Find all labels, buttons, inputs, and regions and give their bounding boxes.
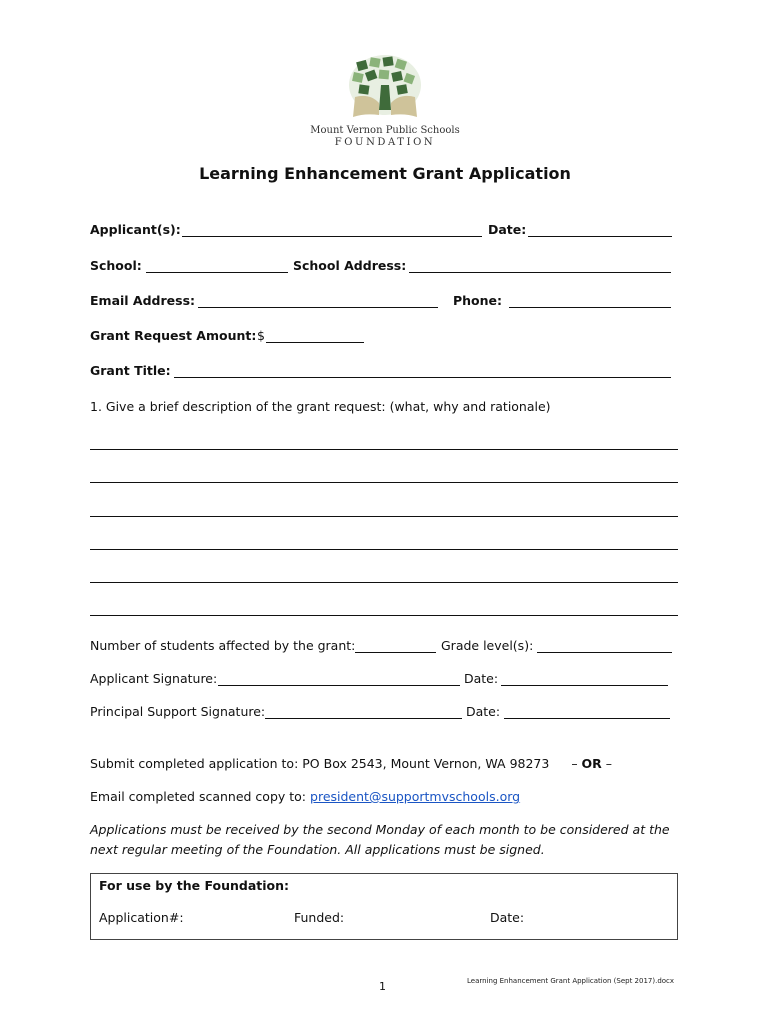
principal-date-label: Date: [466, 704, 501, 719]
grant-title-field[interactable] [174, 377, 671, 378]
grant-request-amount-label: Grant Request Amount: [90, 328, 257, 343]
submit-instructions [90, 756, 612, 771]
description-line[interactable] [90, 482, 678, 483]
grant-title-label: Grant Title: [90, 363, 171, 378]
date-field[interactable] [528, 236, 672, 237]
date-label: Date: [488, 222, 527, 237]
or-label: OR [581, 756, 602, 771]
email-address-label: Email Address: [90, 293, 196, 308]
foundation-box-heading: For use by the Foundation: [99, 878, 290, 893]
grade-levels-label: Grade level(s): [441, 638, 534, 653]
phone-field[interactable] [509, 307, 671, 308]
page-title: Learning Enhancement Grant Application [199, 164, 571, 183]
question-1: 1. Give a brief description of the grant request: (what, why and rationale) [90, 399, 551, 414]
or-dash-left: – [571, 756, 578, 771]
description-line[interactable] [90, 615, 678, 616]
description-line[interactable] [90, 582, 678, 583]
school-address-field[interactable] [409, 272, 671, 273]
tree-logo-icon [345, 55, 425, 125]
applicants-label: Applicant(s): [90, 222, 181, 237]
application-number-label: Application#: [99, 910, 184, 925]
email-instructions [90, 789, 520, 804]
dollar-sign: $ [257, 328, 265, 343]
description-line[interactable] [90, 516, 678, 517]
or-dash-right: – [605, 756, 613, 771]
school-label: School: [90, 258, 142, 273]
description-line[interactable] [90, 449, 678, 450]
org-name: Mount Vernon Public Schools [310, 125, 460, 136]
foundation-email-link[interactable]: president@supportmvschools.org [310, 789, 521, 804]
students-affected-label: Number of students affected by the grant: [90, 638, 356, 653]
applicant-signature-field[interactable] [218, 685, 460, 686]
applicant-date-field[interactable] [501, 685, 668, 686]
applicant-date-label: Date: [464, 671, 499, 686]
document-filename: Learning Enhancement Grant Application (Sept 2017).docx [467, 977, 675, 985]
principal-signature-label: Principal Support Signature: [90, 704, 266, 719]
students-affected-field[interactable] [355, 652, 436, 653]
principal-date-field[interactable] [504, 718, 670, 719]
phone-label: Phone: [453, 293, 503, 308]
org-subtitle: FOUNDATION [334, 137, 436, 148]
foundation-use-box [90, 873, 678, 940]
foundation-date-label: Date: [490, 910, 525, 925]
funded-label: Funded: [294, 910, 345, 925]
email-prefix: Email completed scanned copy to: [90, 789, 307, 804]
applicants-field[interactable] [182, 236, 482, 237]
email-address-field[interactable] [198, 307, 438, 308]
foundation-logo [330, 55, 440, 129]
notice-line-1: Applications must be received by the second Monday of each month to be considered at the [90, 822, 670, 837]
grade-levels-field[interactable] [537, 652, 672, 653]
page-number: 1 [379, 980, 386, 993]
grant-request-amount-field[interactable] [266, 342, 364, 343]
applicant-signature-label: Applicant Signature: [90, 671, 218, 686]
submit-address: Submit completed application to: PO Box 2543, Mount Vernon, WA 98273 [90, 756, 550, 771]
school-field[interactable] [146, 272, 288, 273]
submission-notice [90, 820, 690, 860]
description-line[interactable] [90, 549, 678, 550]
school-address-label: School Address: [293, 258, 407, 273]
principal-signature-field[interactable] [265, 718, 462, 719]
notice-line-2: next regular meeting of the Foundation. All applications must be signed. [90, 842, 545, 857]
